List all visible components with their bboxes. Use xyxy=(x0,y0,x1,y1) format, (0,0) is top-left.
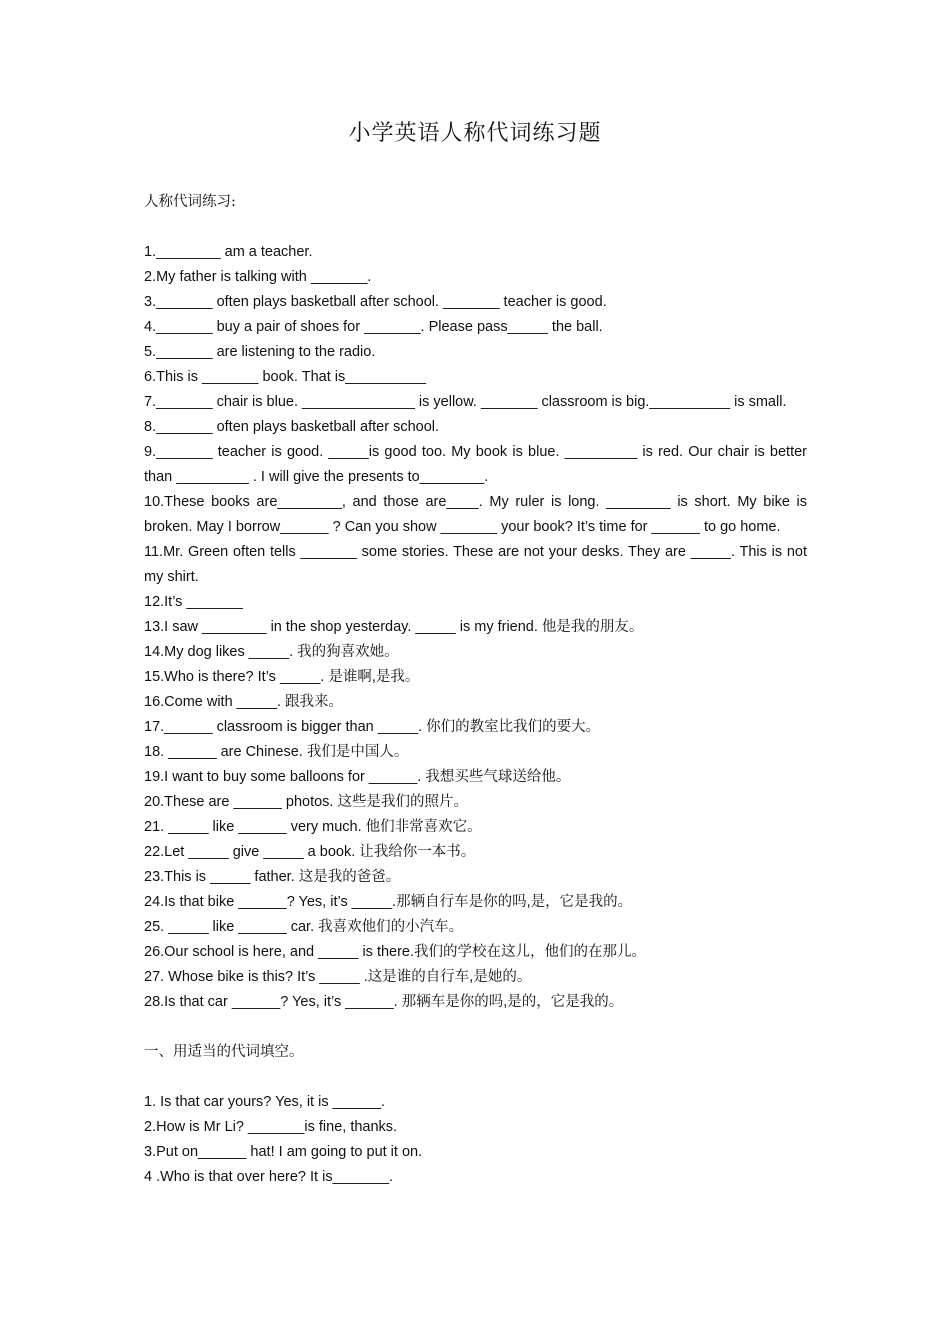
exercise-item: 3._______ often plays basketball after school. _______ teacher is good. xyxy=(144,294,607,310)
exercise-item: 19.I want to buy some balloons for ______. 我想买些气球送给他。 xyxy=(144,769,571,785)
exercise-item: 11.Mr. Green often tells _______ some stories. These are not your desks. They are _____. This is not my shirt. xyxy=(144,544,807,585)
exercise-item: 9._______ teacher is good. _____is good too. My book is blue. _________ is red. Our chair is better than _________ . I will give the presents to________. xyxy=(144,444,807,485)
exercise-item: 8._______ often plays basketball after school. xyxy=(144,419,440,435)
exercise-item: 17.______ classroom is bigger than _____. 你们的教室比我们的要大。 xyxy=(144,719,601,735)
exercise-item: 15.Who is there? It’s _____. 是谁啊,是我。 xyxy=(144,669,420,685)
exercise-item: 10.These books are________, and those are____. My ruler is long. ________ is short. My bike is broken. May I borrow______ ? Can you show _______ your book? It’s time for ______ to go home. xyxy=(144,494,807,535)
exercise-item: 6.This is _______ book. That is__________ xyxy=(144,369,426,385)
exercise-item: 3.Put on______ hat! I am going to put it on. xyxy=(144,1144,423,1160)
section-heading-fill-in: 一、用适当的代词填空。 xyxy=(144,1044,304,1060)
exercise-item: 26.Our school is here, and _____ is there.我们的学校在这儿，他们的在那儿。 xyxy=(144,944,647,960)
exercise-item: 13.I saw ________ in the shop yesterday. _____ is my friend. 他是我的朋友。 xyxy=(144,619,644,635)
exercise-item: 5._______ are listening to the radio. xyxy=(144,344,376,360)
exercise-item: 4 .Who is that over here? It is_______. xyxy=(144,1169,394,1185)
exercise-item: 12.It’s _______ xyxy=(144,594,243,610)
exercise-item: 16.Come with _____. 跟我来。 xyxy=(144,694,344,710)
exercise-item: 20.These are ______ photos. 这些是我们的照片。 xyxy=(144,794,468,810)
document-body xyxy=(144,190,807,1190)
section-heading-personal-pronouns: 人称代词练习: xyxy=(144,194,236,210)
section-spacer xyxy=(144,1015,807,1040)
exercise-item: 1. Is that car yours? Yes, it is ______. xyxy=(144,1094,386,1110)
exercise-item: 1.________ am a teacher. xyxy=(144,244,313,260)
exercise-item: 2.My father is talking with _______. xyxy=(144,269,372,285)
exercise-item: 28.Is that car ______? Yes, it’s ______. 那辆车是你的吗,是的，它是我的。 xyxy=(144,994,624,1010)
exercise-item: 18. ______ are Chinese. 我们是中国人。 xyxy=(144,744,409,760)
exercise-item: 21. _____ like ______ very much. 他们非常喜欢它。 xyxy=(144,819,482,835)
exercise-item: 24.Is that bike ______? Yes, it’s _____.那辆自行车是你的吗,是，它是我的。 xyxy=(144,894,633,910)
exercise-item: 23.This is _____ father. 这是我的爸爸。 xyxy=(144,869,401,885)
exercise-item: 22.Let _____ give _____ a book. 让我给你一本书。 xyxy=(144,844,476,860)
exercise-item: 14.My dog likes _____. 我的狗喜欢她。 xyxy=(144,644,399,660)
exercise-item: 4._______ buy a pair of shoes for _______. Please pass_____ the ball. xyxy=(144,319,603,335)
exercise-item: 2.How is Mr Li? _______is fine, thanks. xyxy=(144,1119,398,1135)
exercise-item: 27. Whose bike is this? It’s _____ .这是谁的自行车,是她的。 xyxy=(144,969,532,985)
exercise-list-1 xyxy=(144,240,807,1015)
exercise-list-2 xyxy=(144,1090,807,1190)
document-title: 小学英语人称代词练习题 xyxy=(348,121,602,146)
exercise-item: 25. _____ like ______ car. 我喜欢他们的小汽车。 xyxy=(144,919,464,935)
exercise-item: 7._______ chair is blue. ______________ is yellow. _______ classroom is big.__________ is small. xyxy=(144,394,787,410)
